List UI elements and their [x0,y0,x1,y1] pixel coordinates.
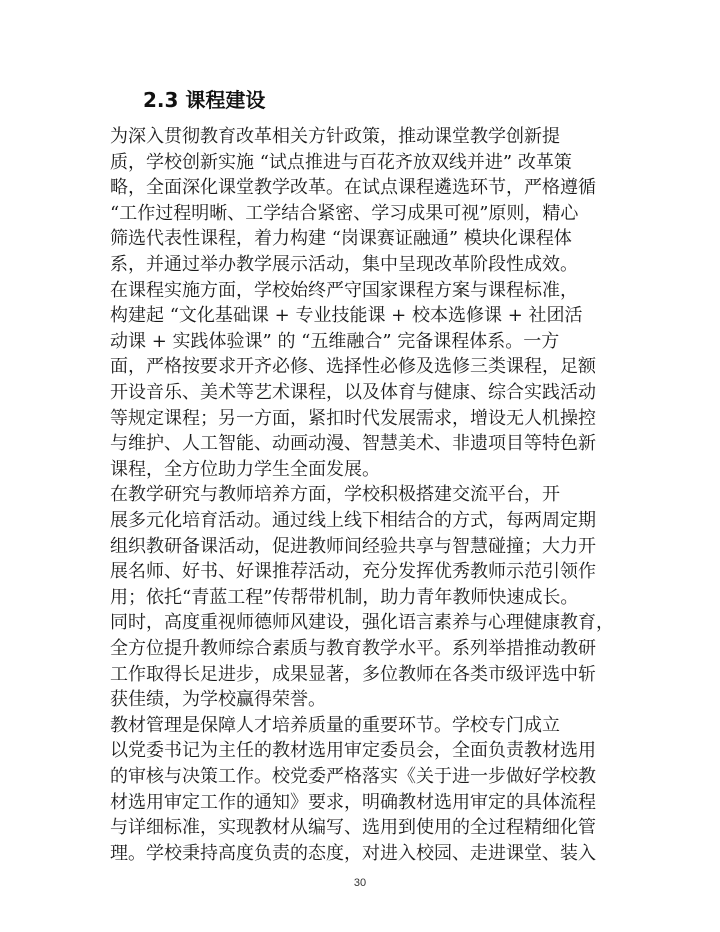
text-line: 课程，全方位助力学生全面发展。 [110,458,380,480]
text-line: 在教学研究与教师培养方面，学校积极搭建交流平台，开 [110,484,560,506]
text-line: 质，学校创新实施 “试点推进与百花齐放双线并进” 改革策 [110,151,572,173]
text-line: 在课程实施方面，学校始终严守国家课程方案与课程标准， [110,279,578,301]
text-line: 教材管理是保障人才培养质量的重要环节。学校专门成立 [110,714,560,736]
text-line: 以党委书记为主任的教材选用审定委员会，全面负责教材选用 [110,740,596,762]
text-line: 组织教研备课活动，促进教师间经验共享与智慧碰撞；大力开 [110,535,596,557]
text-line: 获佳绩，为学校赢得荣誉。 [110,689,326,711]
text-line: 用；依托“青蓝工程”传帮带机制，助力青年教师快速成长。 [110,586,579,608]
text-line: 动课 + 实践体验课” 的 “五维融合” 完备课程体系。一方 [110,330,560,352]
text-line: 与维护、人工智能、动画动漫、智慧美术、非遗项目等特色新 [110,433,596,455]
text-line: “工作过程明晰、工学结合紧密、学习成果可视”原则，精心 [110,202,579,224]
text-line: 略，全面深化课堂教学改革。在试点课程遴选环节，严格遵循 [110,177,596,199]
text-line: 工作取得长足进步，成果显著，多位教师在各类市级评选中斩 [110,663,596,685]
text-line: 等规定课程；另一方面，紧扣时代发展需求，增设无人机操控 [110,407,596,429]
text-line: 理。学校秉持高度负责的态度，对进入校园、走进课堂、装入 [110,842,596,864]
text-line: 展名师、好书、好课推荐活动，充分发挥优秀教师示范引领作 [110,561,596,583]
text-line: 系，并通过举办教学展示活动，集中呈现改革阶段性成效。 [110,254,578,275]
text-line: 展多元化培育活动。通过线上线下相结合的方式，每两周定期 [110,510,596,531]
text-line: 开设音乐、美术等艺术课程，以及体育与健康、综合实践活动 [110,382,596,403]
page-number: 30 [353,877,367,889]
text-line: 同时，高度重视师德师风建设，强化语言素养与心理健康教育， [110,612,614,634]
text-line: 面，严格按要求开齐必修、选择性必修及选修三类课程，足额 [110,356,596,378]
section-heading: 2.3 课程建设 [143,88,266,112]
text-line: 全方位提升教师综合素质与教育教学水平。系列举措推动教研 [110,638,596,659]
text-line: 的审核与决策工作。校党委严格落实《关于进一步做好学校教 [110,766,596,787]
text-line: 构建起 “文化基础课 + 专业技能课 + 校本选修课 + 社团活 [110,305,583,327]
text-line: 与详细标准，实现教材从编写、选用到使用的全过程精细化管 [110,817,596,839]
text-line: 筛选代表性课程，着力构建 “岗课赛证融通” 模块化课程体 [110,228,572,250]
text-line: 为深入贯彻教育改革相关方针政策，推动课堂教学创新提 [110,126,560,147]
text-line: 材选用审定工作的通知》要求，明确教材选用审定的具体流程 [110,791,596,813]
